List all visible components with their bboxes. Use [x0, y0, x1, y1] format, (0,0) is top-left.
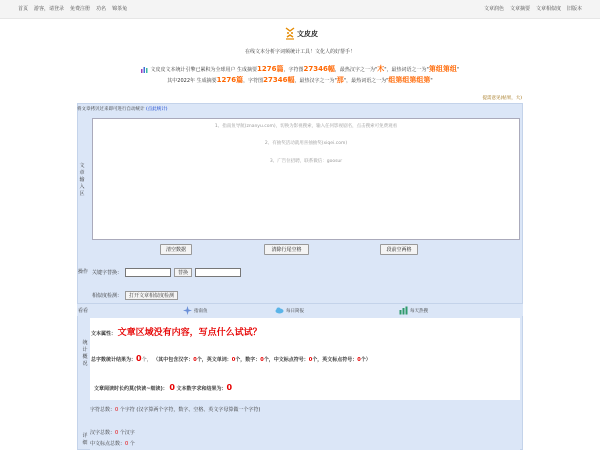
sum-value: 0 [226, 383, 233, 392]
detail-label: 汉字总数： [90, 430, 116, 436]
year-stats-chars-label: ，字符图 [243, 78, 264, 84]
year-stats-hot-char: 那 [336, 76, 344, 84]
site-logo-icon[interactable] [284, 26, 296, 40]
indent-paragraph-button[interactable]: 段前空两格 [380, 244, 418, 255]
replace-find-input[interactable] [125, 268, 171, 277]
keyword-replace-row [92, 268, 241, 277]
top-nav-right [484, 5, 582, 12]
text-attribute-line [91, 325, 262, 338]
nav-old-version-link[interactable]: 旧版本 [566, 6, 582, 12]
summary-side-label [80, 340, 90, 368]
stats-hot-word: 第组第组 [428, 65, 457, 73]
view-item-label: 指南鱼 [194, 308, 208, 314]
view-item-daily[interactable] [275, 306, 304, 315]
summary-side-char: 计 [82, 347, 88, 353]
detail-value: 0 [125, 441, 129, 447]
count-value: 0 [136, 354, 142, 363]
count-label: 总字数统计结果为： [91, 357, 137, 363]
replace-label: 关键字替换： [92, 270, 123, 276]
nav-register-link[interactable]: 免费注册 [70, 6, 91, 12]
placeholder-line: 1、指南鱼导航(znanyu.com)，切换为影视搜索，输入任何影视剧名，点击搜索可免费观看 [214, 124, 398, 129]
nav-summary-link[interactable]: 文章摘要 [509, 6, 530, 12]
nav-link-3[interactable]: 功名 [96, 6, 107, 12]
stats-prefix: 文皮皮文本统计引擎已累积为全球用户 生成摘要 [150, 67, 258, 73]
view-item-label: 每日简报 [286, 308, 304, 314]
site-slogan: 在线文本分析字词频统计工具！文化人的好帮手！ [244, 49, 355, 55]
global-stats-line [0, 64, 600, 74]
editor-side-char: 区 [79, 191, 85, 197]
top-nav-bar [0, 0, 600, 19]
article-textarea[interactable] [92, 118, 520, 240]
site-name: 文皮皮 [297, 30, 318, 38]
count-detail-text: 个，英文单词： [196, 357, 232, 363]
detail-side-char: 详 [82, 433, 88, 439]
similarity-row [92, 291, 178, 300]
nav-link-4[interactable]: 锦茶兔 [112, 6, 128, 12]
open-similarity-button[interactable]: 打开文章相似度检测 [125, 291, 178, 300]
view-label: 看看 [78, 308, 89, 314]
attr-value: 文章区域没有内容，写点什么试试？ [117, 328, 262, 338]
read-value: 0 [169, 383, 175, 392]
detail-label: 字符总数： [90, 407, 116, 413]
detail-unit: 个字符 (汉字算两个字符，数字、空格、英文字母算做一个字符) [119, 407, 261, 413]
stats-chars-count: 27346幅 [303, 65, 335, 73]
year-stats-line [0, 75, 600, 85]
editor-side-label [77, 163, 87, 198]
detail-han-total [90, 429, 135, 436]
chart-icon [399, 306, 408, 315]
editor-hint-text: 将文章拷贝过来即可进行自动统计 [77, 107, 145, 112]
replace-with-input[interactable] [195, 268, 241, 277]
similarity-label: 相似度检测： [92, 293, 123, 299]
count-detail-text: 个，英文标点符号： [312, 357, 358, 363]
operation-side-label: 操作 [77, 269, 88, 275]
count-cn-punct-value: 0 [308, 357, 313, 363]
nav-polish-link[interactable]: 文章润色 [483, 6, 504, 12]
year-stats-end-quote: " [430, 78, 433, 84]
detail-side-label [80, 433, 90, 447]
cloud-icon [275, 306, 284, 315]
reading-line [94, 383, 232, 392]
clear-data-button[interactable]: 清空数据 [160, 244, 192, 255]
year-stats-common-label: ，最热汉字之一为" [294, 78, 337, 84]
read-label: 文章阅读时长约莫(快读~细读)： [94, 386, 168, 392]
stats-common-label: ，最热汉字之一为" [334, 67, 378, 73]
count-unit: 个， [141, 357, 152, 363]
nav-similarity-link[interactable]: 文章相似度 [535, 6, 561, 12]
stats-end-quote: " [456, 67, 460, 73]
editor-side-char: 输 [79, 177, 85, 183]
detail-box [90, 401, 520, 450]
year-stats-chars-count: 27346幅 [263, 76, 295, 84]
count-detail-text: 个，数字： [235, 357, 261, 363]
stats-hot-char: 木 [377, 65, 385, 73]
detail-label: 中文标点总数： [90, 441, 126, 447]
detail-value: 0 [115, 430, 119, 436]
compass-icon [183, 306, 192, 315]
year-stats-word-label: "，最热词语之一为" [343, 78, 389, 84]
count-detail-text: （其中包含汉字： [153, 357, 194, 363]
detail-value: 0 [115, 407, 119, 413]
count-detail-text: 个） [360, 357, 371, 363]
view-item-label: 每天热搜 [410, 308, 428, 314]
replace-button[interactable]: 替换 [174, 268, 192, 277]
placeholder-line: 3、广告位招聘，联系微信：goosur [269, 159, 343, 164]
attr-label: 文本属性： [91, 331, 117, 337]
year-stats-prefix: 其中2022年 生成摘要 [167, 78, 217, 84]
detail-unit: 个汉字 [119, 430, 135, 436]
summary-box [90, 318, 520, 400]
feedback-link[interactable]: 提需意见(帖果，大) [482, 96, 522, 101]
count-detail-text: 个，中文标点符号： [263, 357, 309, 363]
view-item-guide[interactable] [183, 306, 208, 315]
editor-side-char: 文 [79, 163, 85, 169]
year-stats-summary-count: 1276篇 [216, 76, 244, 84]
count-en-value: 0 [231, 357, 236, 363]
year-stats-hot-word: 组第组第组第 [388, 76, 431, 84]
count-num-value: 0 [260, 357, 264, 363]
detail-side-char: 细 [82, 440, 88, 446]
summary-side-char: 况 [82, 361, 88, 367]
nav-home-link[interactable]: 首页 [18, 6, 29, 12]
placeholder-line: 2、有抽奖活动就用喜抽抽奖(xiqei.com) [264, 141, 348, 146]
strip-blank-lines-button[interactable]: 清除行尾空格 [264, 244, 309, 255]
detail-unit: 个 [129, 441, 135, 447]
summary-side-char: 概 [82, 354, 88, 360]
editor-side-char: 入 [79, 184, 85, 190]
editor-hint-link[interactable]: (点此统计) [145, 107, 168, 112]
count-en-punct-value: 0 [357, 357, 361, 363]
detail-char-total [90, 406, 260, 413]
view-row [77, 303, 523, 316]
sum-label: 文本数字求和结果为： [176, 386, 227, 392]
view-item-trending[interactable] [399, 306, 428, 315]
detail-punct-total [90, 440, 135, 447]
summary-side-char: 统 [82, 340, 88, 346]
bar-chart-icon [141, 67, 149, 73]
stats-chars-label: ，字符图 [283, 67, 304, 73]
top-nav-left [18, 5, 127, 12]
stats-summary-count: 1276篇 [257, 65, 284, 73]
stats-word-label: "，最热词语之一为" [384, 67, 429, 73]
editor-side-char: 章 [79, 170, 85, 176]
editor-hint [77, 106, 167, 112]
count-detail [153, 357, 371, 363]
count-line [91, 354, 371, 363]
count-han-value: 0 [193, 357, 197, 363]
nav-login-link[interactable]: 游客，请登录 [34, 6, 65, 12]
